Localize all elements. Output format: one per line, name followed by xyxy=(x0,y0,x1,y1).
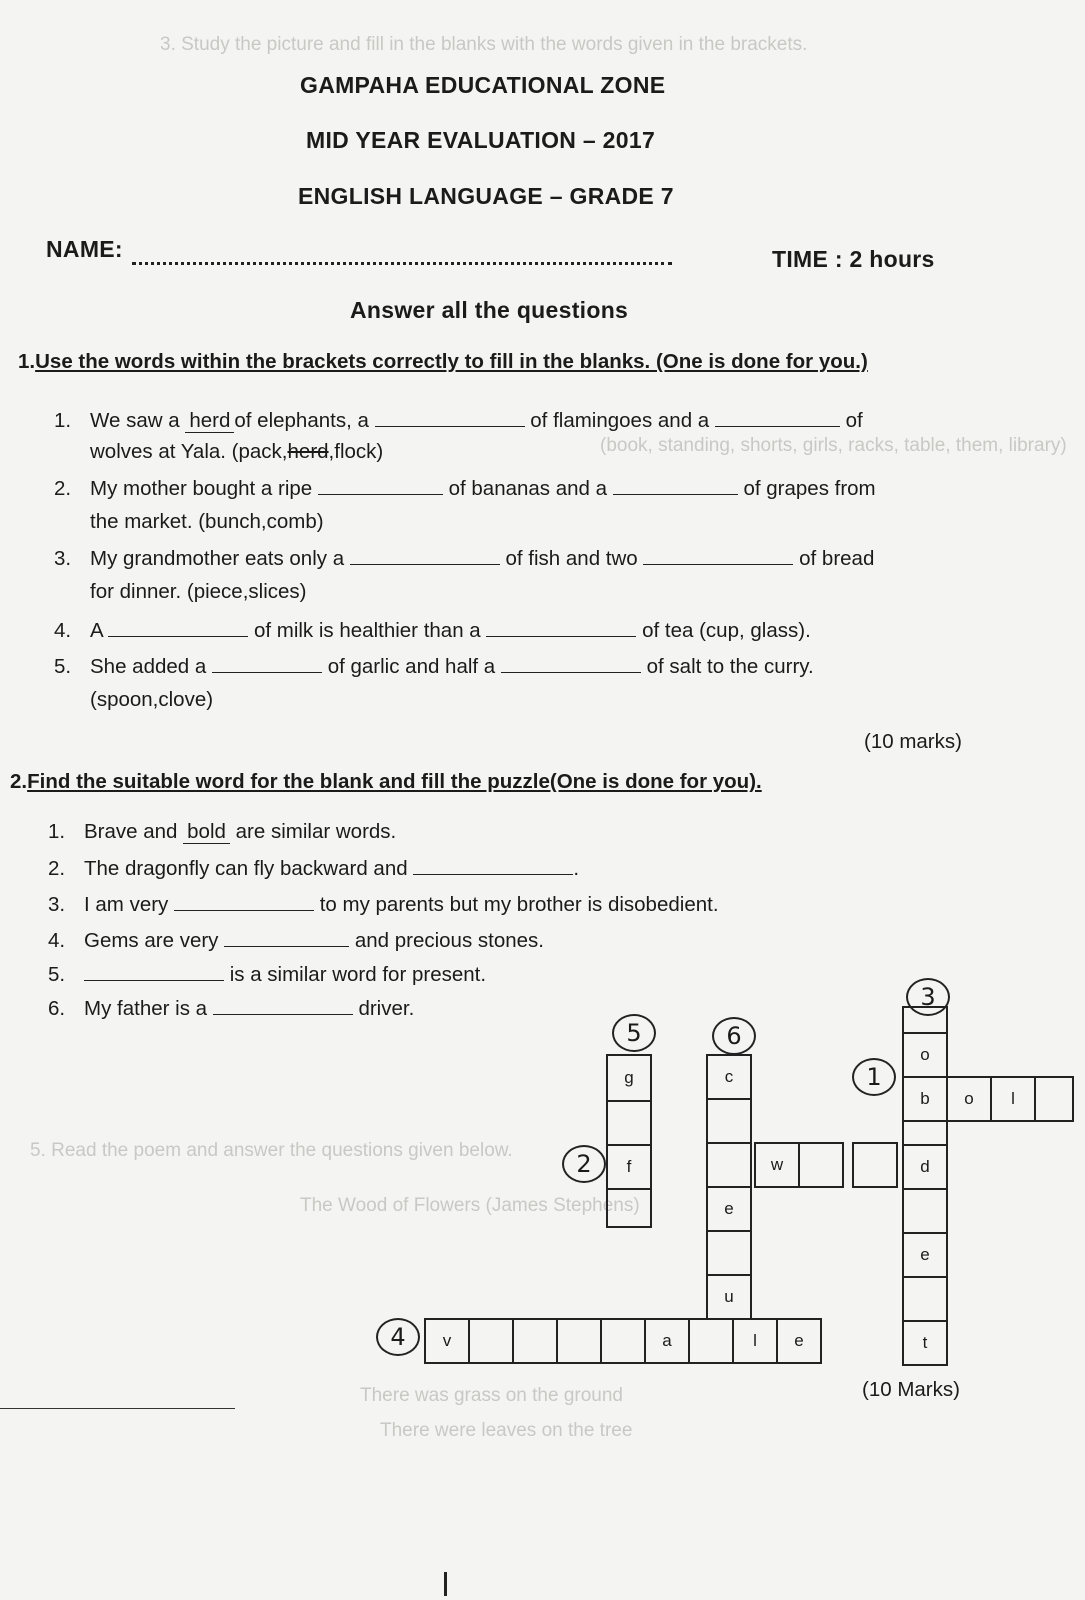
q1-item-5-line1 xyxy=(54,654,814,679)
q2-heading xyxy=(10,770,762,794)
clue-number-6: 6 xyxy=(712,1017,756,1055)
puzzle-cell[interactable]: f xyxy=(606,1144,652,1190)
q2-item-4 xyxy=(48,928,544,953)
q1-item-2-line1 xyxy=(54,476,876,501)
blank-input[interactable] xyxy=(501,654,641,673)
q2-item-2 xyxy=(48,856,579,881)
q1-heading xyxy=(18,350,868,374)
text: of grapes from xyxy=(743,477,876,500)
puzzle-cell[interactable]: d xyxy=(902,1144,948,1190)
blank-input[interactable] xyxy=(375,408,525,427)
blank-input[interactable] xyxy=(350,546,500,565)
puzzle-cell[interactable] xyxy=(852,1142,898,1188)
puzzle-cell[interactable] xyxy=(902,1006,948,1034)
text: A xyxy=(90,619,103,642)
puzzle-cell[interactable]: w xyxy=(754,1142,800,1188)
puzzle-cell[interactable] xyxy=(606,1188,652,1228)
text: of tea (cup, glass). xyxy=(642,619,811,642)
text: My father is a xyxy=(84,997,208,1020)
text: She added a xyxy=(90,655,207,678)
q2-item-3 xyxy=(48,892,719,917)
puzzle-cell[interactable] xyxy=(706,1098,752,1144)
blank-input[interactable] xyxy=(643,546,793,565)
puzzle-cell[interactable]: e xyxy=(706,1186,752,1232)
puzzle-cell[interactable]: e xyxy=(776,1318,822,1364)
text: to my parents but my brother is disobedient. xyxy=(319,893,719,916)
puzzle-cell[interactable]: o xyxy=(946,1076,992,1122)
text: are similar words. xyxy=(235,820,397,843)
q1-item-3-line1 xyxy=(54,546,874,571)
q2-item-6 xyxy=(48,996,414,1021)
answer-bold: bold xyxy=(183,820,230,844)
puzzle-cell[interactable]: t xyxy=(902,1320,948,1366)
text: of xyxy=(845,409,863,432)
q1-item-1-line2 xyxy=(90,440,383,464)
puzzle-cell[interactable] xyxy=(600,1318,646,1364)
name-dotted-line[interactable] xyxy=(132,246,672,265)
clue-number-5: 5 xyxy=(612,1014,656,1052)
blank-input[interactable] xyxy=(486,618,636,637)
text: We saw a xyxy=(90,409,180,432)
blank-input[interactable] xyxy=(715,408,840,427)
time-label: TIME : 2 hours xyxy=(772,246,935,272)
text: of bananas and a xyxy=(448,477,608,500)
blank-input[interactable] xyxy=(413,856,573,875)
blank-input[interactable] xyxy=(84,962,224,981)
puzzle-cell[interactable]: l xyxy=(990,1076,1036,1122)
puzzle-cell[interactable]: c xyxy=(706,1054,752,1100)
blank-input[interactable] xyxy=(213,996,353,1015)
clue-number-1: 1 xyxy=(852,1058,896,1096)
text: of garlic and half a xyxy=(327,655,496,678)
blank-input[interactable] xyxy=(212,654,322,673)
exam-title: MID YEAR EVALUATION – 2017 xyxy=(306,127,656,153)
subject-title: ENGLISH LANGUAGE – GRADE 7 xyxy=(298,183,674,209)
q2-heading-number: 2. xyxy=(10,770,28,793)
item-number: 5. xyxy=(48,963,66,986)
text: driver. xyxy=(358,997,415,1020)
puzzle-cell[interactable] xyxy=(902,1188,948,1234)
blank-input[interactable] xyxy=(613,476,738,495)
instruction: Answer all the questions xyxy=(350,297,629,323)
text: and precious stones. xyxy=(354,929,545,952)
puzzle-cell[interactable]: o xyxy=(902,1032,948,1078)
page-mark xyxy=(444,1572,447,1596)
item-number: 6. xyxy=(48,997,66,1020)
text: ,flock) xyxy=(328,440,384,463)
struck-word: herd xyxy=(287,440,329,463)
text: of fish and two xyxy=(505,547,638,570)
text: . xyxy=(573,857,580,880)
text: of flamingoes and a xyxy=(530,409,710,432)
puzzle-cell[interactable] xyxy=(512,1318,558,1364)
blank-input[interactable] xyxy=(174,892,314,911)
q1-item-2-line2: the market. (bunch,comb) xyxy=(90,510,324,533)
text: Gems are very xyxy=(84,929,219,952)
item-number: 1. xyxy=(48,820,66,843)
puzzle-cell[interactable] xyxy=(798,1142,844,1188)
q2-heading-text: Find the suitable word for the blank and fill the puzzle(One is done for you). xyxy=(27,770,762,793)
clue-number-4: 4 xyxy=(376,1318,420,1356)
puzzle-cell[interactable] xyxy=(556,1318,602,1364)
item-number: 3. xyxy=(48,893,66,916)
text: I am very xyxy=(84,893,169,916)
puzzle-cell[interactable]: l xyxy=(732,1318,778,1364)
puzzle-cell[interactable]: v xyxy=(424,1318,470,1364)
puzzle-cell[interactable]: e xyxy=(902,1232,948,1278)
puzzle-cell[interactable]: g xyxy=(606,1054,652,1102)
q1-marks: (10 marks) xyxy=(864,730,962,753)
q1-item-4 xyxy=(54,618,811,643)
puzzle-cell[interactable] xyxy=(706,1230,752,1276)
item-number: 1. xyxy=(54,409,72,432)
text: My mother bought a ripe xyxy=(90,477,313,500)
text: of salt to the curry. xyxy=(646,655,814,678)
text: is a similar word for present. xyxy=(229,963,487,986)
item-number: 3. xyxy=(54,547,72,570)
text: of milk is healthier than a xyxy=(253,619,481,642)
blank-input[interactable] xyxy=(318,476,443,495)
puzzle-cell[interactable] xyxy=(468,1318,514,1364)
item-number: 5. xyxy=(54,655,72,678)
blank-input[interactable] xyxy=(108,618,248,637)
divider-line xyxy=(0,1408,235,1409)
q2-marks: (10 Marks) xyxy=(862,1378,960,1401)
item-number: 2. xyxy=(48,857,66,880)
zone-title: GAMPAHA EDUCATIONAL ZONE xyxy=(300,72,666,98)
answer-herd: herd xyxy=(185,409,234,433)
q2-item-1 xyxy=(48,820,396,844)
puzzle-cell[interactable]: u xyxy=(706,1274,752,1320)
item-number: 4. xyxy=(48,929,66,952)
text: wolves at Yala. (pack, xyxy=(90,440,288,463)
text: My grandmother eats only a xyxy=(90,547,345,570)
q1-item-3-line2: for dinner. (piece,slices) xyxy=(90,580,307,603)
name-label: NAME: xyxy=(46,236,123,262)
clue-number-2: 2 xyxy=(562,1145,606,1183)
puzzle-cell[interactable] xyxy=(902,1276,948,1322)
q1-item-1-line1 xyxy=(54,408,863,433)
puzzle-cell[interactable] xyxy=(1034,1076,1074,1122)
puzzle-cell[interactable] xyxy=(706,1142,752,1188)
q1-heading-text: Use the words within the brackets correctly to fill in the blanks. (One is done for you.) xyxy=(35,350,868,373)
item-number: 2. xyxy=(54,477,72,500)
puzzle-cell[interactable] xyxy=(902,1120,948,1146)
q2-item-5 xyxy=(48,962,486,987)
text: of bread xyxy=(799,547,875,570)
puzzle-cell[interactable] xyxy=(606,1100,652,1146)
puzzle-cell[interactable]: b xyxy=(902,1076,948,1122)
text: Brave and xyxy=(84,820,178,843)
q1-item-5-line2: (spoon,clove) xyxy=(90,688,214,711)
text: of elephants, a xyxy=(234,409,369,432)
item-number: 4. xyxy=(54,619,72,642)
q1-heading-number: 1. xyxy=(18,350,36,373)
clue-number-3: 3 xyxy=(906,978,950,1016)
puzzle-cell[interactable] xyxy=(688,1318,734,1364)
blank-input[interactable] xyxy=(224,928,349,947)
puzzle-cell[interactable]: a xyxy=(644,1318,690,1364)
text: The dragonfly can fly backward and xyxy=(84,857,408,880)
